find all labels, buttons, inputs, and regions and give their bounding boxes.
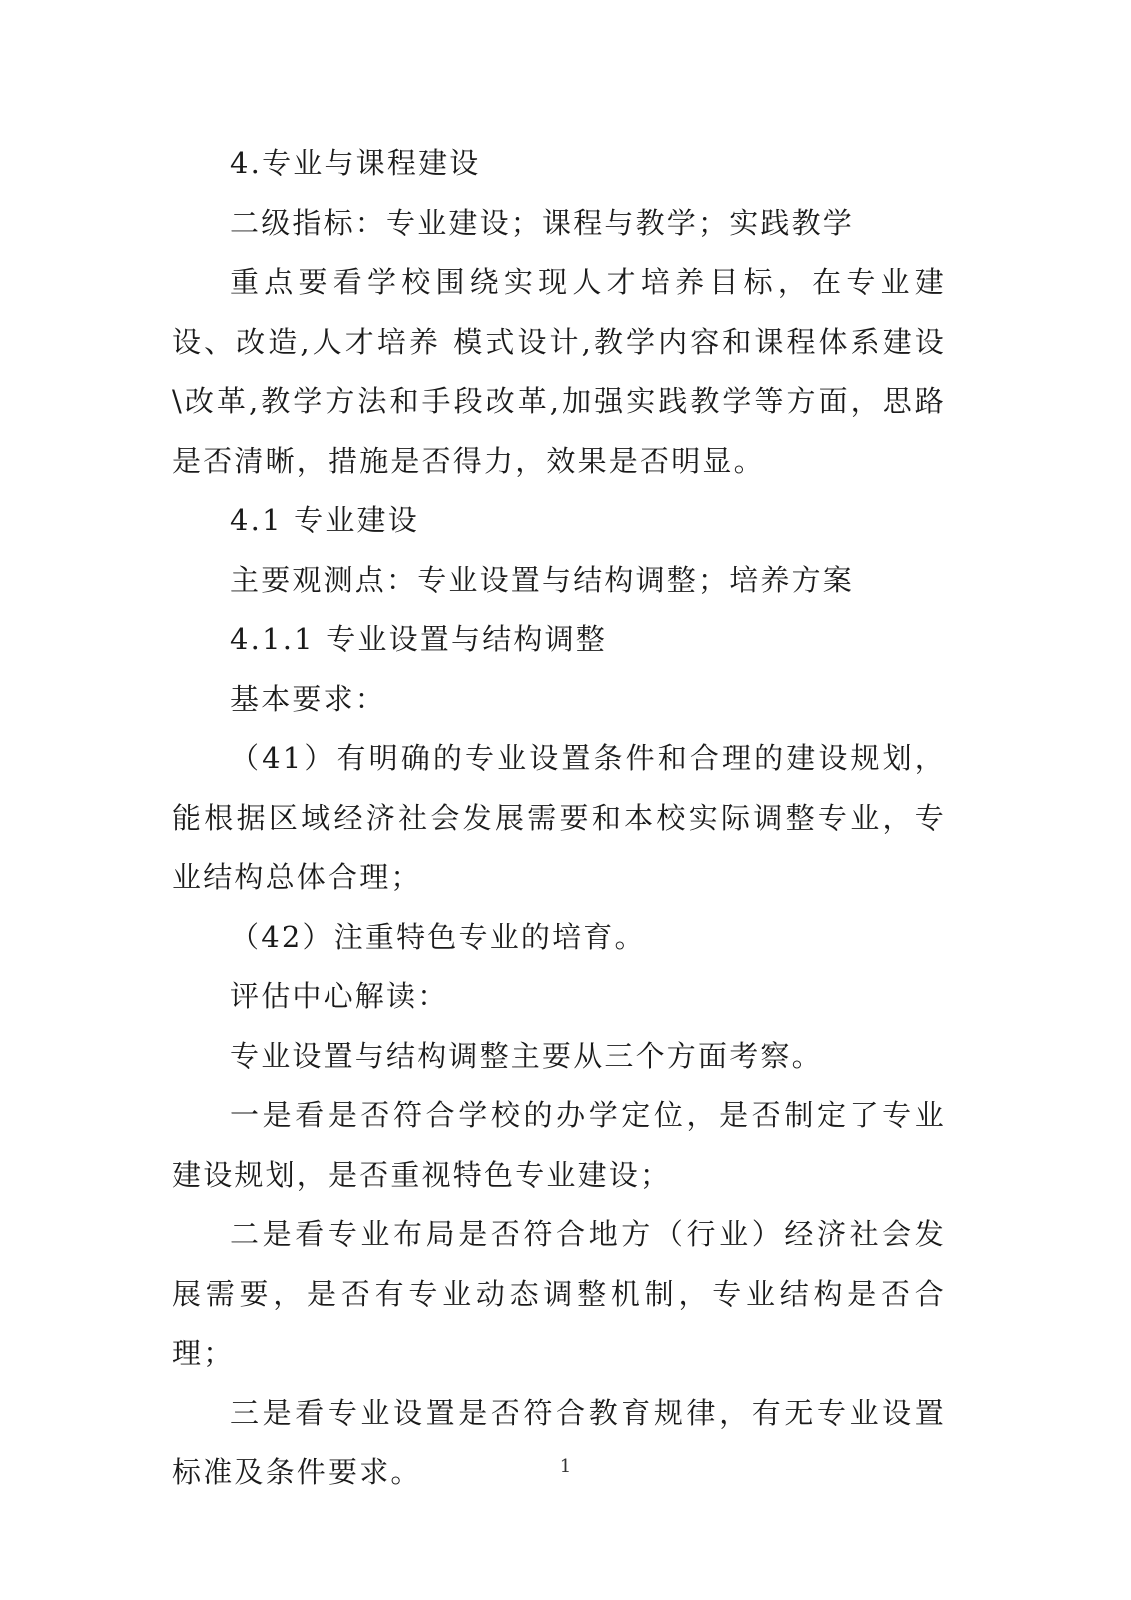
observation-points: 主要观测点：专业设置与结构调整；培养方案 [230, 562, 855, 597]
secondary-indicators: 二级指标：专业建设；课程与教学；实践教学 [230, 205, 855, 240]
requirement-42: （42）注重特色专业的培育。 [230, 919, 646, 954]
basic-requirements-label: 基本要求： [230, 681, 387, 716]
interpretation-label: 评估中心解读： [230, 979, 449, 1013]
page-number: 1 [559, 1456, 572, 1477]
document-body [172, 134, 946, 1503]
interpretation-point-3: 三是看专业设置是否符合教育规律，有无专业设置标准及条件要求。 [172, 1395, 946, 1489]
interpretation-point-2: 二是看专业布局是否符合地方（行业）经济社会发展需要，是否有专业动态调整机制，专业结构是否合理； [172, 1217, 946, 1370]
subsection-heading: 4.1 专业建设 [230, 503, 419, 537]
section-heading: 4.专业与课程建设 [230, 146, 481, 180]
interpretation-intro: 专业设置与结构调整主要从三个方面考察。 [230, 1038, 823, 1073]
interpretation-point-1: 一是看是否符合学校的办学定位，是否制定了专业建设规划，是否重视特色专业建设； [172, 1098, 946, 1192]
focus-paragraph: 重点要看学校围绕实现人才培养目标，在专业建设、改造,人才培养 模式设计,教学内容和课程体系建设\改革,教学方法和手段改革,加强实践教学等方面，思路是否清晰，措施是否得力，效果是否明显。 [172, 265, 946, 478]
sub-subsection-heading: 4.1.1 专业设置与结构调整 [230, 622, 608, 656]
requirement-41: （41）有明确的专业设置条件和合理的建设规划，能根据区域经济社会发展需要和本校实际调整专业，专业结构总体合理； [172, 741, 946, 894]
